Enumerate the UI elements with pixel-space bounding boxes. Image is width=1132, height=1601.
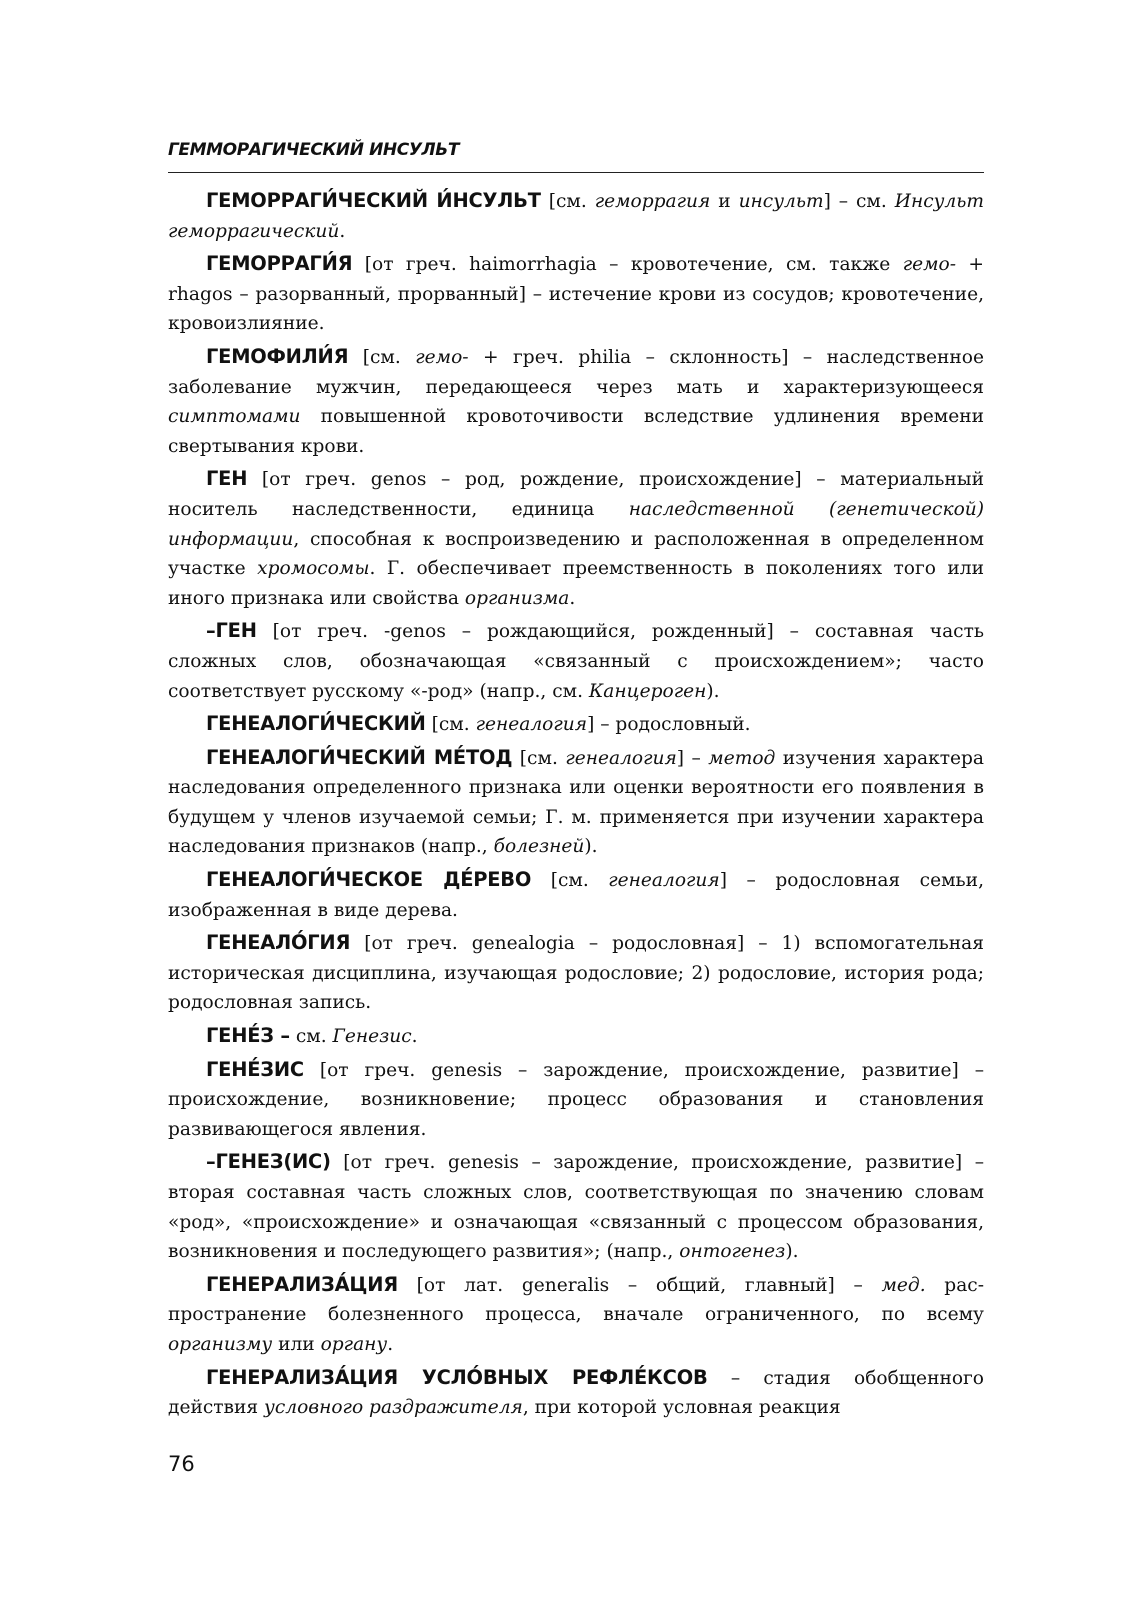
dictionary-entry xyxy=(168,709,984,740)
entry-text: [от греч. -genos – рождающийся, рожденный] – составная часть сложных слов, обозначающая «связанный с происхождением»; часто соответствует русскому «-род» (напр., см. xyxy=(168,621,984,702)
dictionary-entry xyxy=(168,249,984,339)
entry-italic-ref: гемо- xyxy=(902,254,956,276)
dictionary-entry xyxy=(168,1270,984,1360)
entry-text: см. xyxy=(289,1026,333,1048)
dictionary-entry xyxy=(168,342,984,461)
dictionary-entry xyxy=(168,616,984,706)
entry-text: . xyxy=(411,1026,418,1048)
entry-text: ). xyxy=(584,836,598,858)
dictionary-entry xyxy=(168,1147,984,1266)
entry-text: ] – см. xyxy=(823,191,895,212)
entry-italic-ref: инсульт xyxy=(738,191,824,212)
entry-italic-ref: генеалогия xyxy=(565,747,677,769)
entry-italic-ref: геморрагия xyxy=(594,191,711,212)
page-number: 76 xyxy=(168,1452,195,1476)
entry-italic-ref: болезней xyxy=(493,836,585,858)
entry-text: распространение болезненного процесса, вначале ограниченного, по всему xyxy=(168,1274,984,1326)
entry-text: и xyxy=(710,191,739,212)
entry-text: изучения характера наследования определенного признака или оценки вероятности его появления в будущем у членов изучаемой семьи; Г. м. применяется при изучении характера наследования признаков (напр., xyxy=(168,747,984,858)
entry-text: повышенной кровоточивости вследствие удлинения времени свертывания крови. xyxy=(168,406,984,457)
entry-headword: ГЕНЕАЛОГИ́ЧЕСКИЙ МЕ́ТОД xyxy=(206,745,513,769)
dictionary-entry xyxy=(168,1021,984,1052)
entry-text: ). xyxy=(785,1241,799,1263)
entry-italic-ref: онтогенез xyxy=(679,1241,786,1263)
dictionary-entry xyxy=(168,743,984,862)
entry-italic-ref: условного раздражителя xyxy=(264,1397,523,1419)
entry-headword: ГЕМОРРАГИ́ЧЕСКИЙ И́НСУЛЬТ xyxy=(206,189,541,212)
entry-italic-ref: Генезис xyxy=(332,1026,412,1048)
entry-text: [от лат. generalis – общий, главный] – xyxy=(397,1274,882,1296)
entry-text: . Г. обеспечивает преемственность в поколениях того или иного признака или свойства xyxy=(168,558,984,609)
entry-italic-ref: наследственной (генетической) информации xyxy=(168,498,984,550)
entry-text: ] – xyxy=(676,747,709,769)
entry-italic-ref: генеалогия xyxy=(475,714,588,736)
running-head: ГЕММОРАГИЧЕСКИЙ ИНСУЛЬТ xyxy=(168,140,460,160)
entry-italic-ref: генеалогия xyxy=(608,870,720,892)
entry-text: [см. xyxy=(425,714,476,736)
entry-headword: –ГЕН xyxy=(206,619,257,643)
entry-headword: ГЕНЕРАЛИЗА́ЦИЯ xyxy=(206,1272,398,1296)
entry-text: – стадия обобщенного действия xyxy=(168,1367,984,1419)
entry-text: ] – родословная семьи, изображенная в виде дерева. xyxy=(168,870,984,921)
entry-text: [от греч. genos – род, рождение, происхождение] – материальный носитель наследственности, единица xyxy=(168,469,984,520)
dictionary-entry xyxy=(168,928,984,1018)
entry-text: [от греч. genesis – зарождение, происхождение, развитие] – вторая составная часть сложных слов, соответствующая по значению словам «род», «происхождение» и означающая «связанный с процессом образования, возникновения и последующего развития»; (напр., xyxy=(168,1152,984,1263)
entry-italic-ref: мед. xyxy=(881,1274,926,1296)
entry-italic-ref: органу xyxy=(320,1333,388,1355)
entry-headword: ГЕНЕ́ЗИС xyxy=(206,1057,304,1081)
entry-italic-ref: Инсульт геморрагический xyxy=(168,191,984,242)
entry-text: или xyxy=(272,1333,321,1355)
entry-text: + греч. philia – склонность] – наследственное заболевание мужчин, передающееся через мать и характеризующееся xyxy=(168,346,984,398)
entry-italic-ref: гемо- xyxy=(415,346,469,368)
entry-text: [от греч. genealogia – родословная] – 1) вспомогательная историческая дисциплина, изучающая родословие; 2) родословие, история рода; родословная запись. xyxy=(168,933,984,1014)
entry-italic-ref: симптомами xyxy=(168,406,301,428)
entry-headword: ГЕНЕАЛОГИ́ЧЕСКИЙ xyxy=(206,712,426,736)
entry-text: ] – родословный. xyxy=(587,714,751,736)
entry-italic-ref: организма xyxy=(464,587,570,609)
entries-body xyxy=(168,186,984,1426)
dictionary-entry xyxy=(168,186,984,246)
header-rule xyxy=(168,172,984,173)
entry-italic-ref: хромосомы xyxy=(257,558,370,580)
entry-headword: ГЕНЕАЛОГИ́ЧЕСКОЕ ДЕ́РЕВО xyxy=(206,868,532,892)
entry-text: . xyxy=(569,587,576,609)
entry-headword: –ГЕНЕЗ(ИС) xyxy=(206,1150,331,1174)
entry-italic-ref: организму xyxy=(168,1333,273,1355)
entry-headword: ГЕНЕ́З – xyxy=(206,1024,290,1048)
dictionary-entry xyxy=(168,1363,984,1423)
entry-text: + rhagos – разорванный, прорванный] – истечение крови из сосудов; кровотечение, кровоизлияние. xyxy=(168,254,984,335)
entry-text: . xyxy=(339,220,346,242)
dictionary-entry xyxy=(168,1055,984,1145)
entry-headword: ГЕН xyxy=(206,467,248,491)
entry-text: [от греч. genesis – зарождение, происхождение, развитие] – происхождение, возникновение; процесс образования и становления развивающегося явления. xyxy=(168,1059,984,1140)
entry-text: ). xyxy=(706,680,720,702)
entry-text: . xyxy=(387,1333,394,1355)
dictionary-entry xyxy=(168,865,984,925)
entry-text: [см. xyxy=(540,191,595,212)
entry-text: [от греч. haimorrhagia – кровотечение, см. также xyxy=(352,254,903,276)
entry-italic-ref: Канцероген xyxy=(588,680,707,702)
entry-text: [см. xyxy=(348,346,416,368)
entry-headword: ГЕНЕРАЛИЗА́ЦИЯ УСЛО́ВНЫХ РЕФЛЕ́КСОВ xyxy=(206,1365,708,1389)
entry-text: [см. xyxy=(531,870,609,892)
entry-headword: ГЕМОФИЛИ́Я xyxy=(206,344,349,368)
entry-text: [см. xyxy=(512,747,566,769)
entry-headword: ГЕМОРРАГИ́Я xyxy=(206,252,353,276)
entry-headword: ГЕНЕАЛО́ГИЯ xyxy=(206,931,351,955)
entry-text: , при которой условная реакция xyxy=(522,1397,841,1419)
entry-italic-ref: метод xyxy=(708,747,776,769)
entry-text: , способная к воспроизведению и расположенная в определенном участке xyxy=(168,528,984,580)
dictionary-entry xyxy=(168,464,984,613)
